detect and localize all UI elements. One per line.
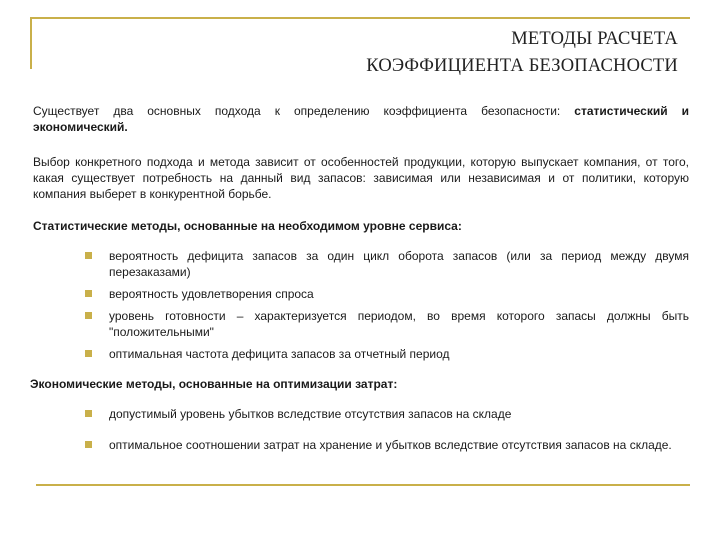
title-frame-top-line (30, 17, 690, 19)
title-frame-left-line (30, 17, 32, 69)
square-bullet-icon (85, 290, 92, 297)
list-item-text: уровень готовности – характеризуется периодом, во время которого запасы должны быть "положительными" (109, 309, 689, 339)
economic-methods-list (33, 406, 689, 453)
statistical-methods-heading: Статистические методы, основанные на необходимом уровне сервиса: (33, 219, 462, 233)
square-bullet-icon (85, 441, 92, 448)
square-bullet-icon (85, 252, 92, 259)
list-item-text: оптимальная частота дефицита запасов за отчетный период (109, 347, 450, 361)
square-bullet-icon (85, 350, 92, 357)
list-item (33, 346, 689, 362)
square-bullet-icon (85, 410, 92, 417)
page-title-line-1: МЕТОДЫ РАСЧЕТА (511, 29, 678, 49)
list-item (33, 286, 689, 302)
square-bullet-icon (85, 312, 92, 319)
bottom-divider-line (36, 484, 690, 486)
intro-text: Существует два основных подхода к определению коэффициента безопасности: (33, 104, 575, 118)
statistical-methods-list (33, 248, 689, 362)
page-title-line-2: КОЭФФИЦИЕНТА БЕЗОПАСНОСТИ (366, 56, 678, 76)
slide-content (30, 103, 689, 468)
intro-bold-text: статистический и экономический. (33, 104, 689, 134)
list-item (33, 437, 689, 453)
economic-methods-heading: Экономические методы, основанные на оптимизации затрат: (30, 377, 398, 391)
intro-paragraph (33, 103, 689, 135)
choice-paragraph: Выбор конкретного подхода и метода зависит от особенностей продукции, которую выпускает компания, от того, какая существует потребность на данный вид запасов: зависимая или независимая и от политики, которую компания выберет в конкурентной борьбе. (33, 155, 689, 201)
list-item (33, 248, 689, 280)
list-item (33, 406, 689, 422)
list-item-text: вероятность удовлетворения спроса (109, 287, 314, 301)
list-item-text: оптимальное соотношении затрат на хранение и убытков вследствие отсутствия запасов на складе. (109, 438, 672, 452)
list-item (33, 308, 689, 340)
list-item-text: допустимый уровень убытков вследствие отсутствия запасов на складе (109, 407, 512, 421)
list-item-text: вероятность дефицита запасов за один цикл оборота запасов (или за период между двумя перезаказами) (109, 249, 689, 279)
page-title (118, 26, 678, 80)
